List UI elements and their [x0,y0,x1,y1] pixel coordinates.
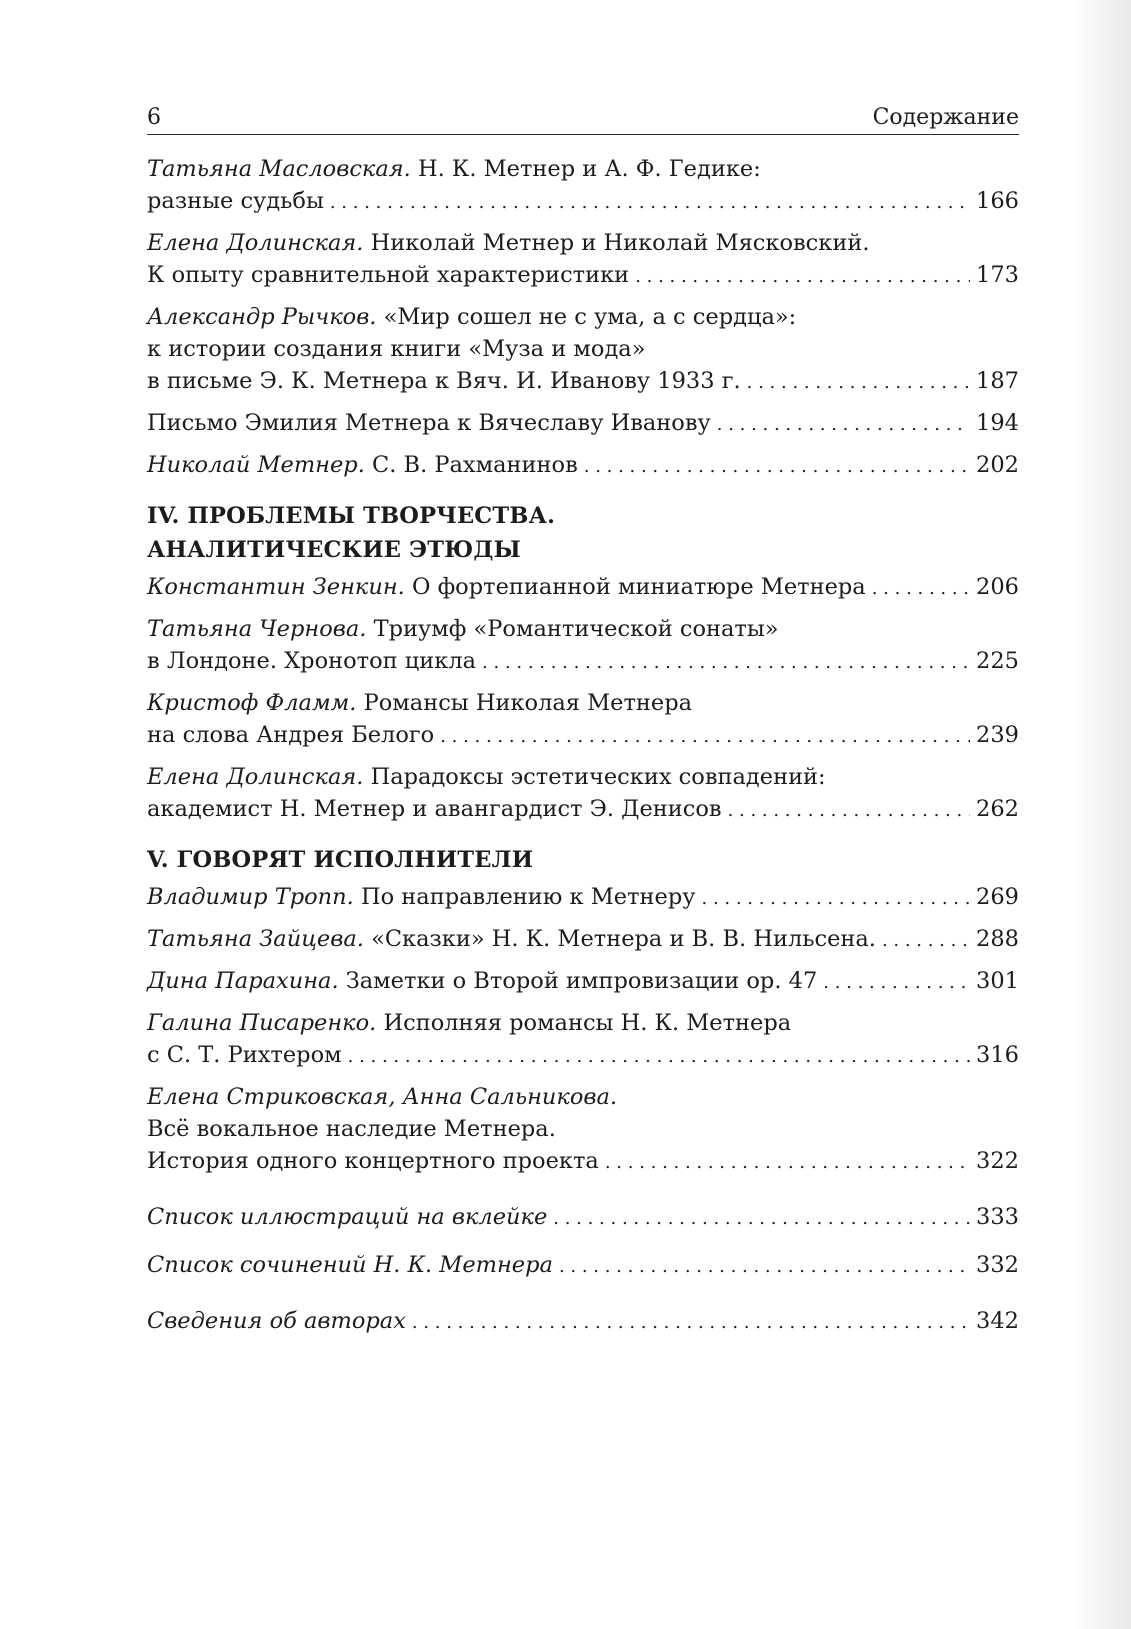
dot-leader [635,261,970,293]
entry-title: «Мир сошел не с ума, а с сердца»: [383,304,797,330]
entry-title-cont: в письме Э. К. Метнера к Вяч. И. Иванову 1933 г. [147,368,741,394]
toc-entry-appendix[interactable] [147,1249,1019,1283]
entry-title: О фортепианной миниатюре Метнера [411,574,866,600]
entry-title: Заметки о Второй импровизации ор. 47 [345,968,818,994]
toc-entry[interactable] [147,923,1019,957]
entry-author: Елена Долинская. [147,764,364,790]
entry-title: «Сказки» Н. К. Метнера и В. В. Нильсена. [371,926,876,952]
page-ref: 316 [976,1042,1019,1068]
dot-leader [330,187,970,219]
toc-entry[interactable] [147,965,1019,999]
page-ref: 332 [976,1252,1019,1278]
entry-title: С. В. Рахманинов [372,452,578,478]
page-ref: 322 [976,1148,1019,1174]
toc-entry[interactable] [147,571,1019,605]
toc-entry[interactable] [147,449,1019,483]
page-ref: 269 [976,884,1019,910]
dot-leader [728,795,970,827]
entry-author: Татьяна Чернова. [147,616,367,642]
toc-entry[interactable] [147,407,1019,441]
dot-leader [872,573,970,605]
page-ref: 333 [976,1204,1019,1230]
appendix-label: Список сочинений Н. К. Метнера [147,1252,553,1278]
appendix-label: Сведения об авторах [147,1308,406,1334]
toc-entry[interactable] [147,761,1019,827]
entry-title-cont: К опыту сравнительной характеристики [147,262,630,288]
running-header [147,105,1019,135]
entry-title-cont: академист Н. Метнер и авангардист Э. Денисов [147,796,722,822]
entry-title: Исполняя романсы Н. К. Метнера [383,1010,792,1036]
entry-author: Николай Метнер. [147,452,365,478]
entry-title-cont: в Лондоне. Хронотоп цикла [147,648,477,674]
entry-author: Елена Долинская. [147,230,364,256]
page-ref: 288 [976,926,1019,952]
page-ref: 202 [976,452,1019,478]
toc-entry[interactable] [147,687,1019,753]
toc-entry[interactable] [147,1007,1019,1073]
running-title: Содержание [872,105,1019,130]
toc-entry[interactable] [147,301,1019,399]
toc-entry-appendix[interactable] [147,1305,1019,1339]
entry-title-cont: с С. Т. Рихтером [147,1042,342,1068]
page-ref: 301 [976,968,1019,994]
dot-leader [823,967,970,999]
page-ref: 225 [976,648,1019,674]
toc-entry-appendix[interactable] [147,1201,1019,1235]
entry-author: Александр Рычков. [147,304,377,330]
dot-leader [702,883,971,915]
entry-title-line: к истории создания книги «Муза и мода» [147,336,646,362]
entry-title: Николай Метнер и Николай Мясковский. [370,230,870,256]
dot-leader [882,925,970,957]
appendix-label: Список иллюстраций на вклейке [147,1204,548,1230]
toc-entry[interactable] [147,1081,1019,1179]
dot-leader [412,1307,970,1339]
page-ref: 342 [976,1308,1019,1334]
page-ref: 239 [976,722,1019,748]
page-edge-shadow [1071,0,1131,1629]
entry-author: Константин Зенкин. [147,574,405,600]
page-ref: 262 [976,796,1019,822]
entry-title-cont: История одного концертного проекта [147,1148,599,1174]
dot-leader [747,367,970,399]
entry-author: Татьяна Масловская. [147,156,411,182]
section-heading-v: V. ГОВОРЯТ ИСПОЛНИТЕЛИ [147,847,534,873]
dot-leader [348,1041,970,1073]
section-heading-iv: IV. ПРОБЛЕМЫ ТВОРЧЕСТВА. АНАЛИТИЧЕСКИЕ ЭТЮДЫ [147,503,556,563]
entry-title: Парадоксы эстетических совпадений: [370,764,826,790]
toc-entry[interactable] [147,881,1019,915]
dot-leader [605,1147,970,1179]
dot-leader [482,647,970,679]
entry-title-cont: разные судьбы [147,188,324,214]
page-ref: 173 [976,262,1019,288]
page-number: 6 [147,105,161,130]
entry-title: Романсы Николая Метнера [363,690,693,716]
entry-title: Н. К. Метнер и А. Ф. Гедике: [417,156,761,182]
entry-author: Елена Стриковская, Анна Сальникова. [147,1084,618,1110]
toc-entry[interactable] [147,153,1019,219]
entry-author: Татьяна Зайцева. [147,926,364,952]
entry-title: Всё вокальное наследие Метнера. [147,1116,556,1142]
dot-leader [559,1251,970,1283]
page-ref: 206 [976,574,1019,600]
dot-leader [717,409,970,441]
dot-leader [440,721,970,753]
page-ref: 194 [976,410,1019,436]
entry-title: Письмо Эмилия Метнера к Вячеславу Иванову [147,410,711,436]
entry-title: По направлению к Метнеру [360,884,696,910]
toc-page [147,105,1019,1347]
dot-leader [584,451,970,483]
entry-title-cont: на слова Андрея Белого [147,722,435,748]
entry-author: Дина Парахина. [147,968,339,994]
toc-entry[interactable] [147,227,1019,293]
toc-entry[interactable] [147,613,1019,679]
entry-author: Владимир Тропп. [147,884,354,910]
dot-leader [553,1203,970,1235]
entry-title: Триумф «Романтической сонаты» [373,616,779,642]
entry-author: Галина Писаренко. [147,1010,377,1036]
entry-author: Кристоф Фламм. [147,690,357,716]
page-ref: 166 [976,188,1019,214]
page-ref: 187 [976,368,1019,394]
